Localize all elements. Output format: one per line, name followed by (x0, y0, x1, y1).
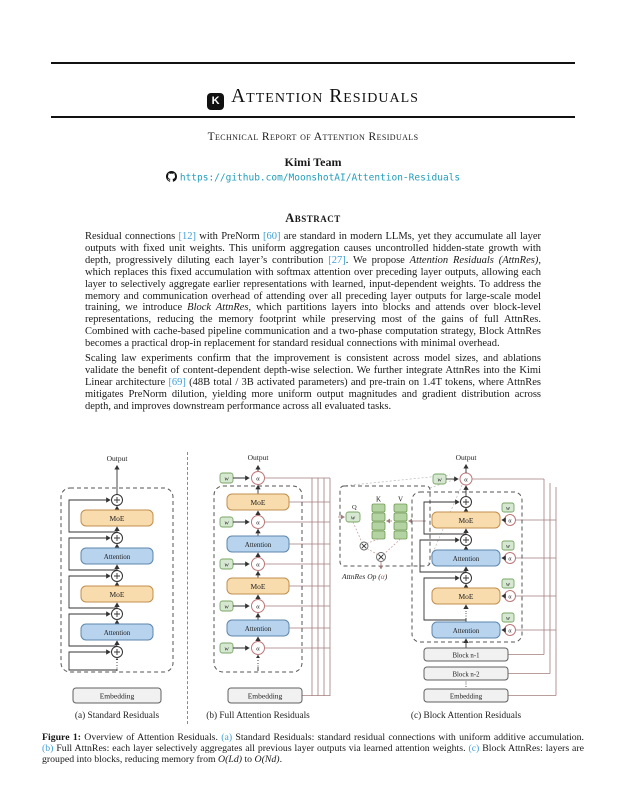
svg-text:α: α (508, 518, 512, 525)
abstract-paragraph-2: Scaling law experiments confirm that the improvement is consistent across model sizes, and ablations validate the benefit of content-dependent depth-wise selection. We further integrate AttnRes into the Kimi Linear architecture [69] (48B total / 3B activated parameters) and pre-train on 1.4T tokens, where AttnRes mitigates PreNorm dilution, yielding more uniform output magnitudes and gradient distribution across depth, and improves downstream performance across all evaluated tasks. (85, 353, 541, 412)
svg-text:Embedding: Embedding (449, 692, 483, 701)
attnres-op-label: AttnRes Op (α) (342, 572, 388, 581)
svg-text:MoE: MoE (109, 590, 125, 599)
v-label: V (397, 495, 404, 504)
github-icon (166, 171, 177, 182)
attnres-op-inset (338, 486, 430, 581)
svg-text:α: α (464, 476, 468, 484)
panel-block-attention-residuals (338, 452, 578, 724)
block-weight-alpha-column (502, 503, 516, 636)
page-title: Attention Residuals (231, 86, 419, 107)
top-rule (51, 62, 575, 64)
svg-text:α: α (508, 556, 512, 563)
svg-text:w: w (224, 603, 229, 611)
repo-line (0, 171, 626, 184)
panel-full-attention-residuals (186, 452, 338, 724)
svg-text:MoE: MoE (250, 498, 266, 507)
abstract-body (85, 231, 541, 416)
output-label: Output (247, 453, 269, 462)
ellipsis: ⋮ (254, 659, 262, 668)
svg-text:w: w (350, 514, 356, 522)
mid-rule (51, 116, 575, 118)
multiply-nodes (360, 542, 386, 562)
svg-text:w: w (505, 543, 511, 550)
block-n1-label: Block n-1 (452, 652, 480, 660)
v-cells (394, 504, 407, 539)
ellipsis: ⋮ (462, 610, 470, 618)
abstract-heading: Abstract (285, 211, 341, 225)
svg-text:MoE: MoE (458, 592, 474, 601)
svg-text:α: α (256, 519, 260, 527)
title-row (0, 86, 626, 110)
svg-text:w: w (505, 581, 511, 588)
svg-text:w: w (505, 615, 511, 622)
svg-text:Attention: Attention (103, 629, 131, 637)
svg-text:α: α (256, 561, 260, 569)
k-label: K (375, 495, 382, 504)
output-label: Output (455, 453, 477, 462)
figure-caption: Figure 1: Overview of Attention Residuals. (a) Standard Residuals: standard residual connections with uniform additive accumulation. (b) Full AttnRes: each layer selectively aggregates all previous layer outputs via learned attention weights. (c) Block AttnRes: layers are grouped into blocks, reducing memory from O(Ld) to O(Nd). (42, 732, 584, 766)
previous-blocks (424, 648, 508, 702)
svg-text:Attention: Attention (103, 553, 131, 561)
svg-text:Attention: Attention (452, 627, 480, 635)
svg-text:Attention: Attention (244, 541, 272, 549)
svg-text:w: w (224, 561, 229, 569)
svg-text:Embedding: Embedding (99, 691, 135, 701)
svg-text:Attention: Attention (244, 625, 272, 633)
panel-c-caption: (c) Block Attention Residuals (410, 711, 522, 721)
paper-subtitle: Technical Report of Attention Residuals (207, 131, 419, 143)
abstract-paragraph-1: Residual connections [12] with PreNorm [60] are standard in modern LLMs, yet they accumulate all layer outputs with fixed unit weights. This uniform aggregation causes uncontrolled hidden-state growth with depth, progressively diluting each layer’s contribution [27]. We propose Attention Residuals (AttnRes), which replaces this fixed accumulation with softmax attention over preceding layer outputs, allowing each layer to selectively aggregate earlier representations with learned, input-dependent weights. To address the memory and communication overhead of attending over all preceding layer outputs for large-scale model training, we introduce Block AttnRes, which partitions layers into blocks and attends over block-level representations, reducing the memory footprint while preserving most of the gains of full AttnRes. Combined with cache-based pipeline communication and a two-phase computation strategy, Block AttnRes becomes a practical drop-in replacement for standard residual connections with minimal overhead. (85, 231, 541, 350)
block-n2-label: Block n-2 (452, 671, 480, 679)
svg-text:w: w (224, 519, 229, 527)
panel-a-caption: (a) Standard Residuals (74, 711, 160, 721)
kimi-logo-icon: K (207, 93, 224, 110)
svg-text:α: α (508, 594, 512, 601)
svg-text:α: α (256, 603, 260, 611)
svg-text:w: w (224, 645, 229, 653)
q-label: Q (352, 504, 357, 511)
output-label: Output (106, 454, 128, 463)
panel-b-caption: (b) Full Attention Residuals (206, 711, 310, 721)
ellipsis: ⋮ (113, 661, 121, 670)
svg-text:MoE: MoE (109, 514, 125, 523)
repo-link[interactable]: https://github.com/MoonshotAI/Attention-Residuals (179, 172, 461, 184)
svg-text:MoE: MoE (250, 582, 266, 591)
svg-text:α: α (508, 628, 512, 635)
panel-standard-residuals (48, 452, 186, 724)
top-weight-alpha (433, 473, 472, 485)
svg-text:w: w (437, 476, 442, 484)
svg-text:w: w (505, 505, 511, 512)
svg-text:MoE: MoE (458, 516, 474, 525)
svg-text:Embedding: Embedding (247, 691, 283, 701)
svg-text:α: α (256, 645, 260, 653)
figure-1 (48, 452, 578, 727)
k-cells (372, 504, 385, 539)
svg-text:Attention: Attention (452, 555, 480, 563)
ellipsis: ⋮ (462, 680, 470, 689)
author-name: Kimi Team (284, 155, 342, 169)
svg-text:w: w (224, 475, 229, 483)
svg-text:α: α (256, 475, 260, 483)
